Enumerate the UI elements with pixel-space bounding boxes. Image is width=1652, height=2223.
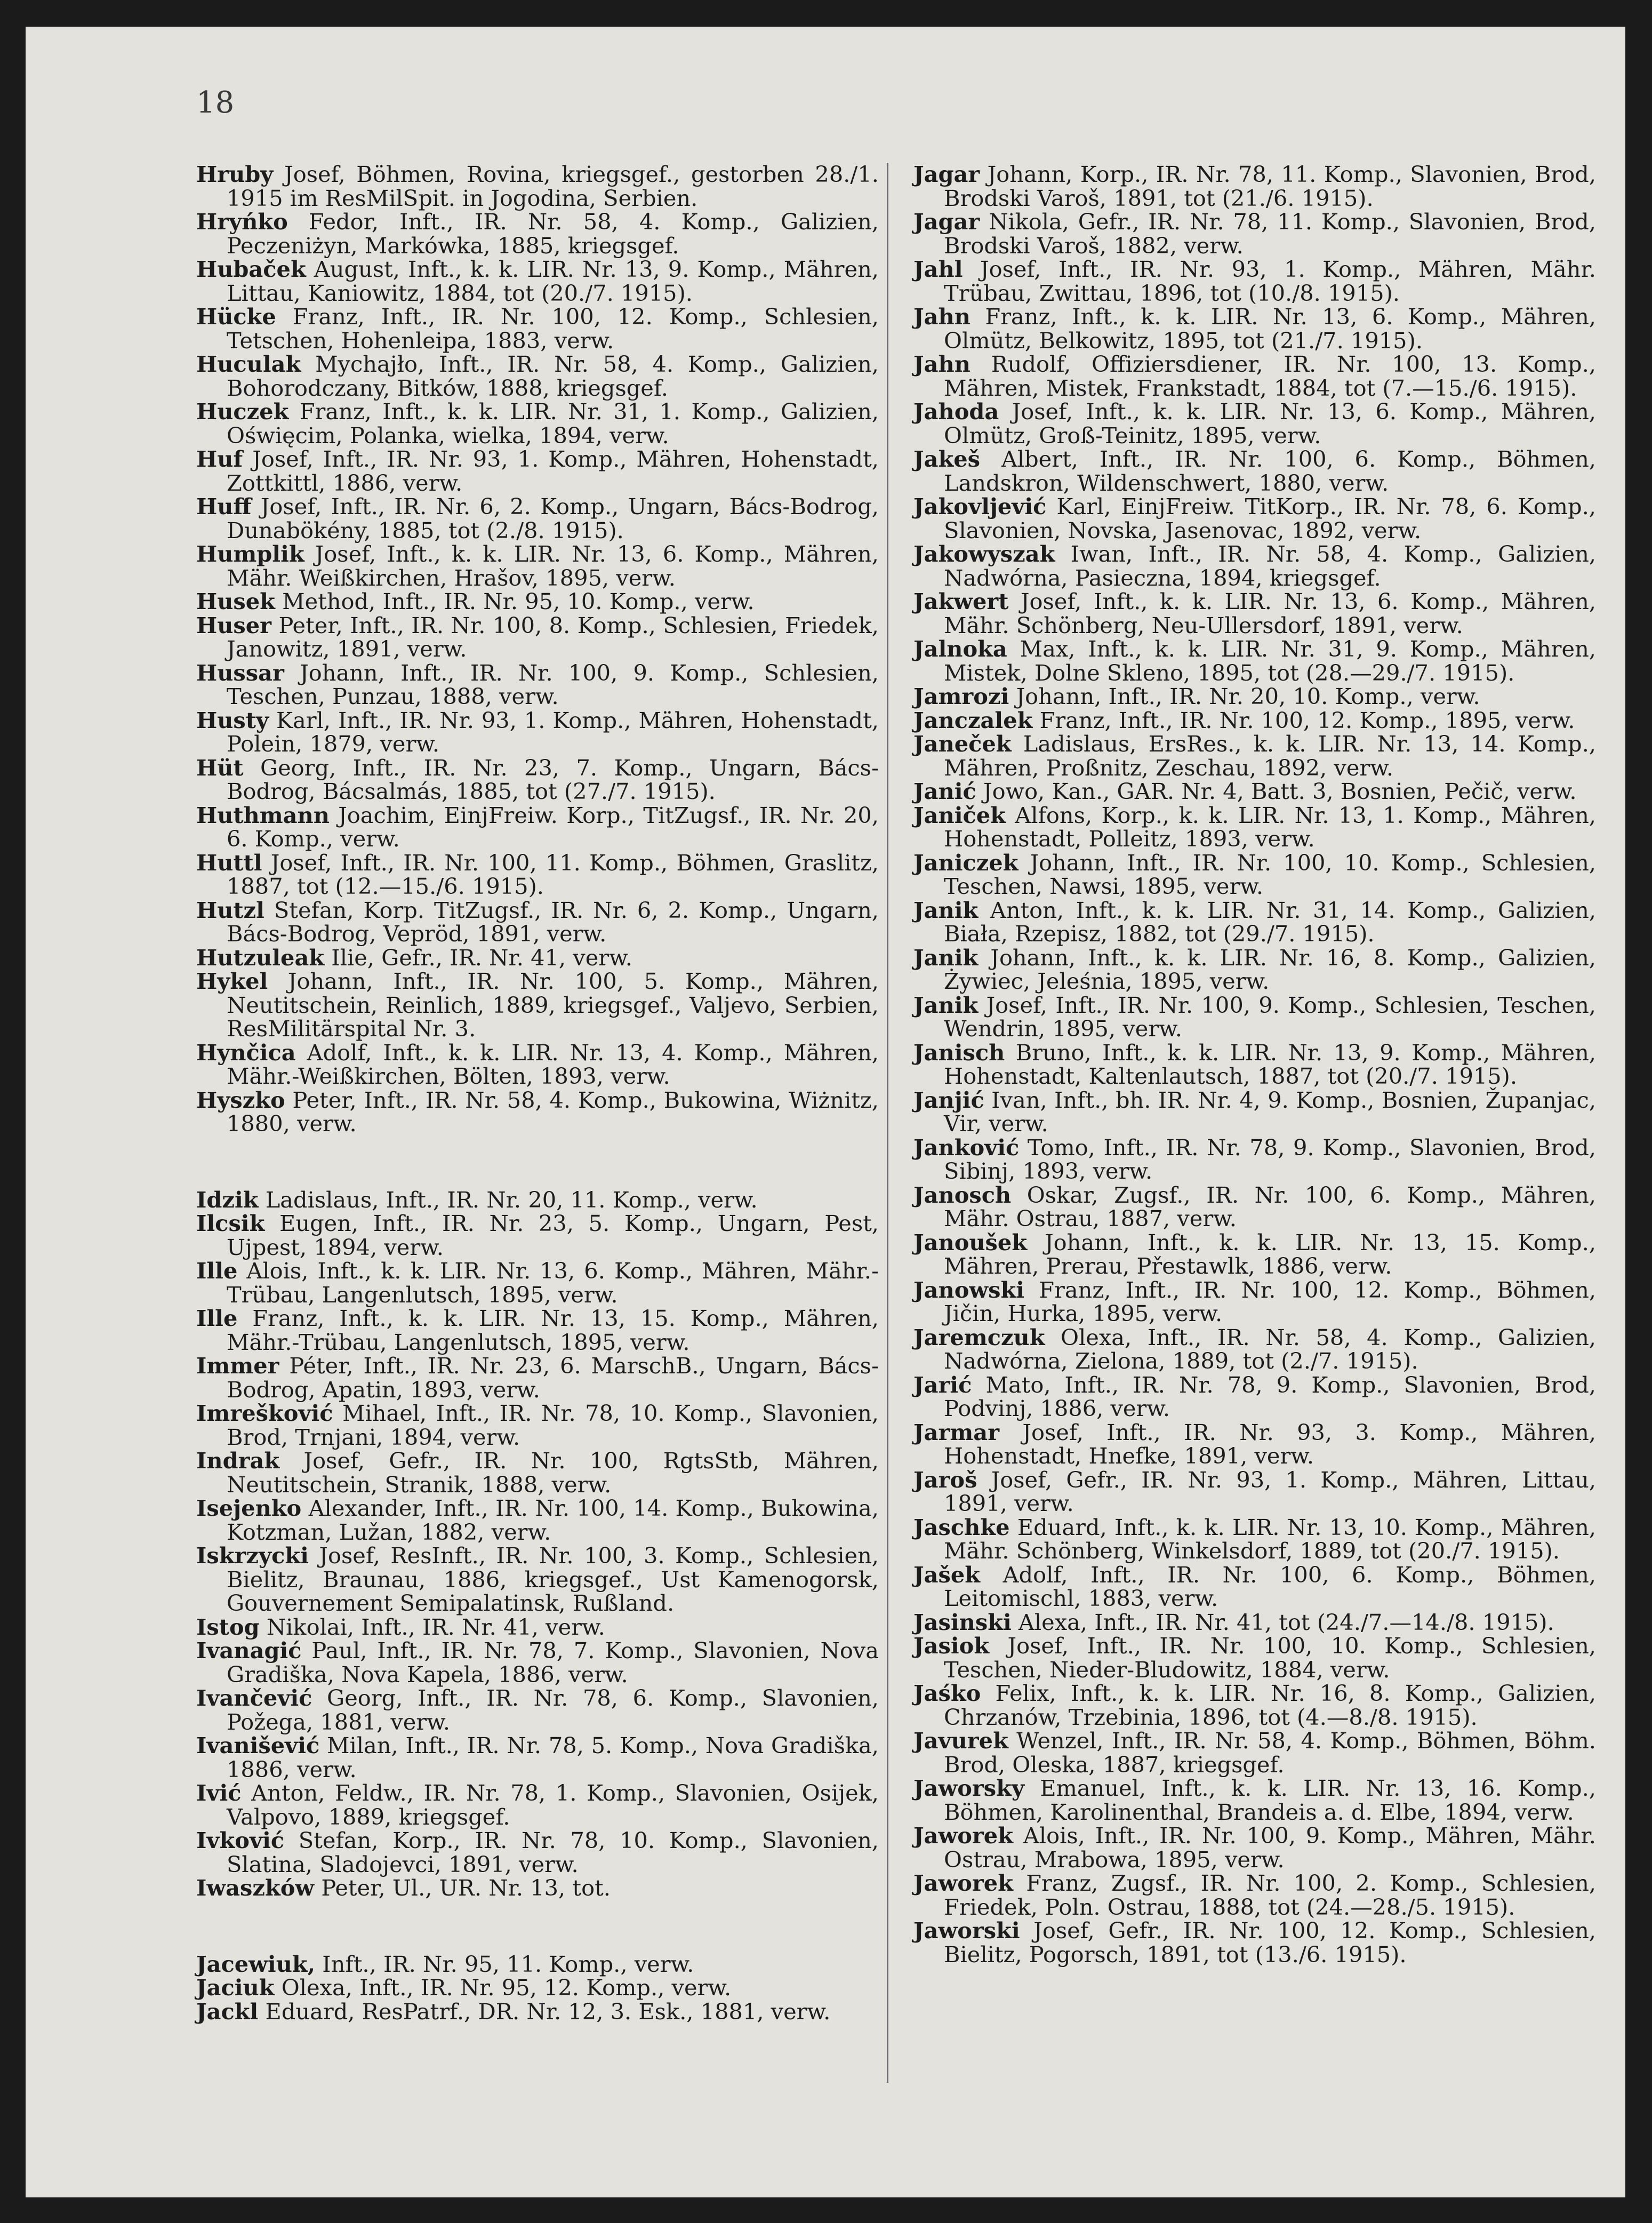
- entry-details: Tomo, Inft., IR. Nr. 78, 9. Komp., Slavonien, Brod, Sibinj, 1893, verw.: [944, 1134, 1596, 1184]
- register-entry: [196, 1781, 879, 1829]
- entry-surname: Ivančević: [196, 1685, 312, 1711]
- entry-surname: Jaworek: [913, 1870, 1013, 1896]
- register-entry: [196, 804, 879, 851]
- register-entry: [913, 1777, 1596, 1824]
- entry-details: Alexa, Inft., IR. Nr. 41, tot (24./7.—14./8. 1915).: [1011, 1609, 1554, 1635]
- entry-details: Olexa, Inft., IR. Nr. 95, 12. Komp., verw.: [274, 1974, 732, 2001]
- entry-details: Josef, Inft., IR. Nr. 93, 1. Komp., Mähren, Hohenstadt, Zottkittl, 1886, verw.: [227, 446, 879, 496]
- entry-surname: Jahoda: [913, 398, 999, 425]
- register-entry: [196, 353, 879, 400]
- entry-details: Karl, Inft., IR. Nr. 93, 1. Komp., Mähren, Hohenstadt, Polein, 1879, verw.: [227, 707, 879, 757]
- entry-details: Franz, Inft., k. k. LIR. Nr. 31, 1. Komp., Galizien, Oświęcim, Polanka, wielka, 1894, verw.: [227, 398, 879, 449]
- entry-surname: Humplik: [196, 541, 304, 567]
- entry-surname: Huf: [196, 446, 243, 472]
- register-entry: [913, 732, 1596, 780]
- entry-surname: Hutzuleak: [196, 944, 325, 971]
- register-entry: [196, 1639, 879, 1686]
- register-entry: [913, 946, 1596, 994]
- entry-details: Stefan, Korp. TitZugsf., IR. Nr. 6, 2. Komp., Ungarn, Bács-Bodrog, Vepröd, 1891, verw.: [227, 897, 879, 947]
- entry-surname: Jasiok: [913, 1633, 990, 1659]
- register-entry: [196, 661, 879, 709]
- entry-surname: Hryńko: [196, 209, 288, 235]
- register-entry: [196, 709, 879, 756]
- register-entry: [913, 1682, 1596, 1729]
- register-entry: [913, 1634, 1596, 1682]
- entry-surname: Jamrozi: [913, 683, 1009, 709]
- register-entry: [196, 1976, 879, 2000]
- entry-surname: Ivanišević: [196, 1732, 320, 1758]
- register-entry: [196, 1259, 879, 1307]
- entry-surname: Jasinski: [913, 1609, 1012, 1635]
- entry-details: Jowo, Kan., GAR. Nr. 4, Batt. 3, Bosnien, Pečič, verw.: [976, 778, 1577, 804]
- entry-details: Ilie, Gefr., IR. Nr. 41, verw.: [324, 944, 632, 971]
- entry-surname: Jakeš: [913, 446, 981, 472]
- entry-details: Johann, Inft., IR. Nr. 20, 10. Komp., verw.: [1009, 683, 1480, 709]
- entry-surname: Hyszko: [196, 1086, 285, 1113]
- entry-details: Nikolai, Inft., IR. Nr. 41, verw.: [259, 1613, 605, 1640]
- entry-details: Felix, Inft., k. k. LIR. Nr. 16, 8. Komp., Galizien, Chrzanów, Trzebinia, 1896, tot (4.—8./8. 1915).: [944, 1680, 1596, 1730]
- entry-surname: Jarmar: [913, 1419, 1000, 1445]
- entry-details: Josef, Inft., IR. Nr. 93, 3. Komp., Mähren, Hohenstadt, Hnefke, 1891, verw.: [944, 1419, 1596, 1469]
- entry-details: Eduard, ResPatrf., DR. Nr. 12, 3. Esk., 1881, verw.: [258, 1998, 831, 2025]
- register-entry: [196, 1402, 879, 1449]
- register-entry: [913, 780, 1596, 804]
- entry-details: Peter, Ul., UR. Nr. 13, tot.: [314, 1875, 611, 1901]
- register-entry: [913, 1231, 1596, 1278]
- entry-surname: Istog: [196, 1613, 260, 1640]
- entry-surname: Hykel: [196, 968, 268, 994]
- register-entry: [196, 258, 879, 305]
- register-entry: [196, 163, 879, 210]
- register-entry: [913, 258, 1596, 305]
- entry-details: Mato, Inft., IR. Nr. 78, 9. Komp., Slavonien, Brod, Podvinj, 1886, verw.: [944, 1371, 1596, 1421]
- entry-surname: Huthmann: [196, 802, 330, 828]
- register-entry: [196, 495, 879, 542]
- entry-surname: Husty: [196, 707, 269, 733]
- entry-surname: Husek: [196, 588, 275, 614]
- register-entry: [913, 1326, 1596, 1373]
- section-gap: [196, 1900, 879, 1953]
- entry-details: Ladislaus, ErsRes., k. k. LIR. Nr. 13, 14. Komp., Mähren, Proßnitz, Zeschau, 1892, verw.: [944, 731, 1596, 781]
- entry-surname: Janik: [913, 991, 979, 1018]
- entry-surname: Janeček: [913, 731, 1012, 757]
- entry-surname: Janik: [913, 944, 979, 971]
- entry-surname: Jaśko: [913, 1680, 981, 1706]
- entry-surname: Huff: [196, 493, 252, 519]
- entry-details: Emanuel, Inft., k. k. LIR. Nr. 13, 16. Komp., Böhmen, Karolinenthal, Brandeis a. d. Elbe, 1894, verw.: [944, 1775, 1596, 1825]
- register-entry: [913, 1729, 1596, 1777]
- entry-details: Ladislaus, Inft., IR. Nr. 20, 11. Komp., verw.: [258, 1186, 758, 1213]
- entry-surname: Janić: [913, 778, 976, 804]
- entry-details: Adolf, Inft., IR. Nr. 100, 6. Komp., Böhmen, Leitomischl, 1883, verw.: [944, 1561, 1596, 1611]
- register-entry: [913, 1181, 1596, 1232]
- entry-details: August, Inft., k. k. LIR. Nr. 13, 9. Komp., Mähren, Littau, Kaniowitz, 1884, tot (20./7. 1915).: [227, 256, 879, 306]
- register-entry: [913, 1136, 1596, 1184]
- register-entry: [196, 851, 879, 899]
- entry-details: Alois, Inft., IR. Nr. 100, 9. Komp., Mähren, Mähr. Ostrau, Mrabowa, 1895, verw.: [944, 1822, 1596, 1873]
- register-entry: [196, 1613, 879, 1640]
- entry-surname: Ille: [196, 1305, 238, 1331]
- entry-details: Alexander, Inft., IR. Nr. 100, 14. Komp., Bukowina, Kotzman, Lužan, 1882, verw.: [227, 1495, 879, 1545]
- entry-details: Peter, Inft., IR. Nr. 100, 8. Komp., Schlesien, Friedek, Janowitz, 1891, verw.: [227, 612, 879, 662]
- entry-surname: Jahn: [913, 303, 971, 330]
- entry-details: Georg, Inft., IR. Nr. 23, 7. Komp., Ungarn, Bács-Bodrog, Bácsalmás, 1885, tot (27./7. 1915).: [227, 754, 879, 804]
- register-entry: [913, 163, 1596, 210]
- register-entry: [913, 1516, 1596, 1563]
- entry-surname: Janowski: [913, 1276, 1024, 1303]
- entry-details: Franz, Zugsf., IR. Nr. 100, 2. Komp., Schlesien, Friedek, Poln. Ostrau, 1888, tot (24.—28./5. 1915).: [944, 1870, 1596, 1920]
- register-entry: [913, 1041, 1596, 1089]
- entry-surname: Huculak: [196, 351, 301, 377]
- entry-details: Josef, Inft., IR. Nr. 6, 2. Komp., Ungarn, Bács-Bodrog, Dunabökény, 1885, tot (2./8. 1915).: [227, 493, 879, 543]
- register-entry: [913, 1919, 1596, 1966]
- entry-surname: Jarić: [913, 1371, 972, 1398]
- entry-details: Alfons, Korp., k. k. LIR. Nr. 13, 1. Komp., Mähren, Hohenstadt, Polleitz, 1893, verw.: [944, 802, 1596, 852]
- entry-details: Peter, Inft., IR. Nr. 58, 4. Komp., Bukowina, Wiżnitz, 1880, verw.: [227, 1086, 879, 1137]
- entry-surname: Jaworek: [913, 1822, 1013, 1849]
- entry-details: Albert, Inft., IR. Nr. 100, 6. Komp., Böhmen, Landskron, Wildenschwert, 1880, verw.: [944, 446, 1596, 496]
- entry-details: Johann, Inft., IR. Nr. 100, 9. Komp., Schlesien, Teschen, Punzau, 1888, verw.: [227, 659, 879, 709]
- entry-surname: Ivković: [196, 1827, 285, 1853]
- entry-details: Josef, Inft., k. k. LIR. Nr. 13, 6. Komp., Mähren, Olmütz, Groß-Teinitz, 1895, verw.: [944, 398, 1596, 449]
- register-entry: [196, 400, 879, 447]
- register-entry: [196, 1829, 879, 1876]
- entry-details: Josef, ResInft., IR. Nr. 100, 3. Komp., Schlesien, Bielitz, Braunau, 1886, kriegsgef., Ust Kamenogorsk, Gouvernement Semipalatinsk, Rußland.: [227, 1542, 879, 1616]
- entry-details: Stefan, Korp., IR. Nr. 78, 10. Komp., Slavonien, Slatina, Sladojevci, 1891, verw.: [227, 1827, 879, 1877]
- entry-details: Method, Inft., IR. Nr. 95, 10. Komp., verw.: [275, 588, 755, 614]
- left-column: [196, 163, 879, 2024]
- entry-surname: Jackl: [196, 1998, 259, 2025]
- register-entry: [913, 804, 1596, 851]
- register-entry: [913, 851, 1596, 899]
- column-divider: [887, 163, 888, 2083]
- register-entry: [913, 542, 1596, 590]
- entry-details: Ivan, Inft., bh. IR. Nr. 4, 9. Komp., Bosnien, Županjac, Vir, verw.: [944, 1086, 1596, 1137]
- entry-surname: Janiček: [913, 802, 1006, 828]
- register-entry: [913, 899, 1596, 946]
- entry-surname: Jašek: [913, 1561, 981, 1588]
- register-entry: [913, 1872, 1596, 1919]
- entry-surname: Iwaszków: [196, 1875, 315, 1901]
- entry-details: Karl, EinjFreiw. TitKorp., IR. Nr. 78, 6. Komp., Slavonien, Novska, Jasenovac, 1892, verw.: [944, 493, 1596, 543]
- entry-details: Josef, Böhmen, Rovina, kriegsgef., gestorben 28./1. 1915 im ResMilSpit. in Jogodina, Serbien.: [227, 161, 879, 211]
- entry-details: Fedor, Inft., IR. Nr. 58, 4. Komp., Galizien, Peczeniżyn, Markówka, 1885, kriegsgef.: [227, 209, 879, 259]
- entry-details: Johann, Korp., IR. Nr. 78, 11. Komp., Slavonien, Brod, Brodski Varoš, 1891, tot (21./6. 1915).: [944, 161, 1596, 211]
- entry-details: Eugen, Inft., IR. Nr. 23, 5. Komp., Ungarn, Pest, Ujpest, 1894, verw.: [227, 1210, 879, 1260]
- register-entry: [913, 1824, 1596, 1872]
- entry-surname: Immer: [196, 1353, 279, 1379]
- register-entry: [196, 946, 879, 970]
- entry-surname: Jagar: [913, 161, 980, 187]
- entry-details: Alois, Inft., k. k. LIR. Nr. 13, 6. Komp., Mähren, Mähr.-Trübau, Langenlutsch, 1895, verw.: [227, 1258, 879, 1308]
- entry-surname: Hynčica: [196, 1039, 296, 1066]
- entry-surname: Ilcsik: [196, 1210, 265, 1236]
- register-entry: [913, 1563, 1596, 1611]
- entry-surname: Janjić: [913, 1086, 984, 1113]
- entry-surname: Jagar: [913, 209, 980, 235]
- entry-surname: Huttl: [196, 849, 262, 876]
- register-entry: [913, 1468, 1596, 1516]
- register-entry: [913, 1373, 1596, 1421]
- entry-surname: Jaroš: [913, 1466, 977, 1493]
- entry-details: Eduard, Inft., k. k. LIR. Nr. 13, 10. Komp., Mähren, Mähr. Schönberg, Winkelsdorf, 1889, tot (20./7. 1915).: [944, 1514, 1596, 1564]
- entry-details: Johann, Inft., IR. Nr. 100, 10. Komp., Schlesien, Teschen, Nawsi, 1895, verw.: [944, 849, 1596, 899]
- entry-details: Josef, Gefr., IR. Nr. 93, 1. Komp., Mähren, Littau, 1891, verw.: [944, 1466, 1596, 1516]
- entry-surname: Jacewiuk,: [196, 1950, 316, 1977]
- register-entry: [913, 305, 1596, 353]
- register-entry: [196, 305, 879, 353]
- entry-details: Josef, Inft., IR. Nr. 100, 10. Komp., Schlesien, Teschen, Nieder-Bludowitz, 1884, verw.: [944, 1633, 1596, 1683]
- entry-details: Mychajło, Inft., IR. Nr. 58, 4. Komp., Galizien, Bohorodczany, Bitków, 1888, kriegsgef.: [227, 351, 879, 401]
- entry-surname: Hücke: [196, 303, 276, 330]
- entry-details: Franz, Inft., IR. Nr. 100, 12. Komp., 1895, verw.: [1032, 707, 1575, 733]
- register-entry: [196, 210, 879, 258]
- entry-surname: Jaworski: [913, 1917, 1020, 1944]
- register-entry: [913, 590, 1596, 637]
- entry-surname: Iskrzycki: [196, 1542, 309, 1569]
- entry-details: Rudolf, Offiziersdiener, IR. Nr. 100, 13. Komp., Mähren, Mistek, Frankstadt, 1884, tot (7.—15./6. 1915).: [944, 351, 1596, 401]
- register-entry: [196, 1354, 879, 1402]
- register-entry: [196, 1497, 879, 1544]
- entry-surname: Huczek: [196, 398, 289, 425]
- register-entry: [913, 709, 1596, 733]
- entry-surname: Imrešković: [196, 1400, 333, 1426]
- entry-surname: Hüt: [196, 754, 244, 781]
- register-entry: [196, 1188, 879, 1212]
- register-entry: [913, 447, 1596, 495]
- register-entry: [913, 1086, 1596, 1137]
- entry-details: Olexa, Inft., IR. Nr. 58, 4. Komp., Galizien, Nadwórna, Zielona, 1889, tot (2./7. 1915).: [944, 1324, 1596, 1374]
- entry-details: Johann, Inft., k. k. LIR. Nr. 16, 8. Komp., Galizien, Żywiec, Jeleśnia, 1895, verw.: [944, 944, 1596, 994]
- entry-surname: Janosch: [913, 1181, 1012, 1208]
- register-entry: [196, 1686, 879, 1734]
- entry-surname: Ivić: [196, 1780, 242, 1806]
- entry-details: Georg, Inft., IR. Nr. 78, 6. Komp., Slavonien, Požega, 1881, verw.: [227, 1685, 879, 1735]
- register-entry: [913, 637, 1596, 685]
- entry-details: Paul, Inft., IR. Nr. 78, 7. Komp., Slavonien, Nova Gradiška, Nova Kapela, 1886, verw.: [227, 1637, 879, 1688]
- register-entry: [913, 400, 1596, 447]
- entry-surname: Ille: [196, 1258, 238, 1284]
- entry-details: Franz, Inft., IR. Nr. 100, 12. Komp., Schlesien, Tetschen, Hohenleipa, 1883, verw.: [227, 303, 879, 354]
- entry-details: Franz, Inft., IR. Nr. 100, 12. Komp., Böhmen, Jičin, Hurka, 1895, verw.: [944, 1276, 1596, 1326]
- section-gap: [196, 1136, 879, 1188]
- entry-surname: Isejenko: [196, 1495, 302, 1521]
- register-entry: [196, 1041, 879, 1089]
- entry-surname: Jaschke: [913, 1514, 1010, 1540]
- register-entry: [196, 1876, 879, 1900]
- entry-surname: Jaciuk: [196, 1974, 275, 2001]
- entry-surname: Jaworsky: [913, 1775, 1025, 1801]
- entry-details: Johann, Inft., k. k. LIR. Nr. 13, 15. Komp., Mähren, Prerau, Přestawlk, 1886, verw.: [944, 1229, 1596, 1279]
- entry-surname: Janoušek: [913, 1229, 1028, 1256]
- register-entry: [913, 210, 1596, 258]
- entry-surname: Janczalek: [913, 707, 1033, 733]
- entry-details: Oskar, Zugsf., IR. Nr. 100, 6. Komp., Mähren, Mähr. Ostrau, 1887, verw.: [944, 1181, 1596, 1232]
- entry-surname: Janiczek: [913, 849, 1019, 876]
- register-entry: [196, 756, 879, 804]
- entry-surname: Idzik: [196, 1186, 259, 1213]
- entry-surname: Jaremczuk: [913, 1324, 1045, 1350]
- entry-surname: Ivanagić: [196, 1637, 302, 1664]
- entry-details: Josef, Inft., k. k. LIR. Nr. 13, 6. Komp., Mähren, Mähr. Weißkirchen, Hrašov, 1895, verw.: [227, 541, 879, 591]
- entry-surname: Hubaček: [196, 256, 306, 282]
- entry-surname: Hutzl: [196, 897, 264, 923]
- register-entry: [196, 1212, 879, 1259]
- entry-surname: Jalnoka: [913, 636, 1007, 662]
- register-entry: [196, 614, 879, 661]
- page-number: 18: [196, 85, 235, 120]
- entry-details: Nikola, Gefr., IR. Nr. 78, 11. Komp., Slavonien, Brod, Brodski Varoš, 1882, verw.: [944, 209, 1596, 259]
- entry-details: Josef, Inft., IR. Nr. 100, 9. Komp., Schlesien, Teschen, Wendrin, 1895, verw.: [944, 991, 1596, 1042]
- entry-details: Josef, Inft., IR. Nr. 93, 1. Komp., Mähren, Mähr. Trübau, Zwittau, 1896, tot (10./8. 1915).: [944, 256, 1596, 306]
- register-entry: [196, 542, 879, 590]
- register-entry: [196, 1449, 879, 1497]
- entry-details: Bruno, Inft., k. k. LIR. Nr. 13, 9. Komp., Mähren, Hohenstadt, Kaltenlautsch, 1887, tot (20./7. 1915).: [944, 1039, 1596, 1089]
- register-entry: [196, 1950, 879, 1977]
- entry-details: Franz, Inft., k. k. LIR. Nr. 13, 6. Komp., Mähren, Olmütz, Belkowitz, 1895, tot (21./7. 1915).: [944, 303, 1596, 354]
- entry-surname: Hruby: [196, 161, 274, 187]
- entry-details: Milan, Inft., IR. Nr. 78, 5. Komp., Nova Gradiška, 1886, verw.: [227, 1732, 879, 1782]
- register-entry: [196, 1734, 879, 1781]
- entry-surname: Janik: [913, 897, 979, 923]
- entry-details: Max, Inft., k. k. LIR. Nr. 31, 9. Komp., Mähren, Mistek, Dolne Skleno, 1895, tot (28.—29./7. 1915).: [944, 636, 1596, 686]
- register-entry: [913, 685, 1596, 709]
- register-entry: [196, 899, 879, 946]
- entry-surname: Janković: [913, 1134, 1020, 1161]
- document-page: [26, 27, 1625, 2197]
- register-entry: [913, 353, 1596, 400]
- register-entry: [913, 1421, 1596, 1468]
- entry-details: Mihael, Inft., IR. Nr. 78, 10. Komp., Slavonien, Brod, Trnjani, 1894, verw.: [227, 1400, 879, 1450]
- entry-details: Iwan, Inft., IR. Nr. 58, 4. Komp., Galizien, Nadwórna, Pasieczna, 1894, kriegsgef.: [944, 541, 1596, 591]
- entry-details: Johann, Inft., IR. Nr. 100, 5. Komp., Mähren, Neutitschein, Reinlich, 1889, kriegsgef., Valjevo, Serbien, ResMilitärspital Nr. 3.: [227, 968, 879, 1042]
- entry-surname: Hussar: [196, 659, 284, 686]
- register-entry: [913, 991, 1596, 1042]
- entry-details: Josef, Inft., IR. Nr. 100, 11. Komp., Böhmen, Graslitz, 1887, tot (12.—15./6. 1915).: [227, 849, 879, 899]
- register-entry: [196, 447, 879, 495]
- entry-surname: Indrak: [196, 1448, 280, 1474]
- right-column: [913, 163, 1596, 1966]
- register-entry: [196, 1086, 879, 1137]
- entry-surname: Janisch: [913, 1039, 1005, 1066]
- register-entry: [196, 2000, 879, 2024]
- entry-details: Anton, Inft., k. k. LIR. Nr. 31, 14. Komp., Galizien, Biała, Rzepisz, 1882, tot (29./7. 1915).: [944, 897, 1596, 947]
- entry-surname: Javurek: [913, 1728, 1008, 1754]
- entry-surname: Jahl: [913, 256, 963, 282]
- entry-details: Franz, Inft., k. k. LIR. Nr. 13, 15. Komp., Mähren, Mähr.-Trübau, Langenlutsch, 1895, verw.: [227, 1305, 879, 1355]
- entry-surname: Jakwert: [913, 588, 1009, 614]
- entry-details: Joachim, EinjFreiw. Korp., TitZugsf., IR. Nr. 20, 6. Komp., verw.: [227, 802, 879, 852]
- entry-surname: Huser: [196, 612, 272, 638]
- entry-details: Anton, Feldw., IR. Nr. 78, 1. Komp., Slavonien, Osijek, Valpovo, 1889, kriegsgef.: [227, 1780, 879, 1830]
- entry-details: Wenzel, Inft., IR. Nr. 58, 4. Komp., Böhmen, Böhm. Brod, Oleska, 1887, kriegsgef.: [944, 1728, 1596, 1778]
- register-entry: [196, 970, 879, 1041]
- entry-details: Josef, Inft., k. k. LIR. Nr. 13, 6. Komp., Mähren, Mähr. Schönberg, Neu-Ullersdorf, 1891, verw.: [944, 588, 1596, 638]
- entry-surname: Jakovljević: [913, 493, 1047, 519]
- entry-details: Péter, Inft., IR. Nr. 23, 6. MarschB., Ungarn, Bács-Bodrog, Apatin, 1893, verw.: [227, 1353, 879, 1403]
- entry-surname: Jahn: [913, 351, 971, 377]
- entry-surname: Jakowyszak: [913, 541, 1055, 567]
- register-entry: [196, 590, 879, 614]
- register-entry: [196, 1544, 879, 1616]
- register-entry: [913, 495, 1596, 542]
- register-entry: [196, 1307, 879, 1354]
- register-entry: [913, 1611, 1596, 1635]
- entry-details: Adolf, Inft., k. k. LIR. Nr. 13, 4. Komp., Mähren, Mähr.-Weißkirchen, Bölten, 1893, verw.: [227, 1039, 879, 1089]
- entry-details: Josef, Gefr., IR. Nr. 100, 12. Komp., Schlesien, Bielitz, Pogorsch, 1891, tot (13./6. 1915).: [944, 1917, 1596, 1968]
- entry-details: Josef, Gefr., IR. Nr. 100, RgtsStb, Mähren, Neutitschein, Stranik, 1888, verw.: [227, 1448, 879, 1498]
- entry-details: Inft., IR. Nr. 95, 11. Komp., verw.: [315, 1950, 694, 1977]
- register-entry: [913, 1278, 1596, 1326]
